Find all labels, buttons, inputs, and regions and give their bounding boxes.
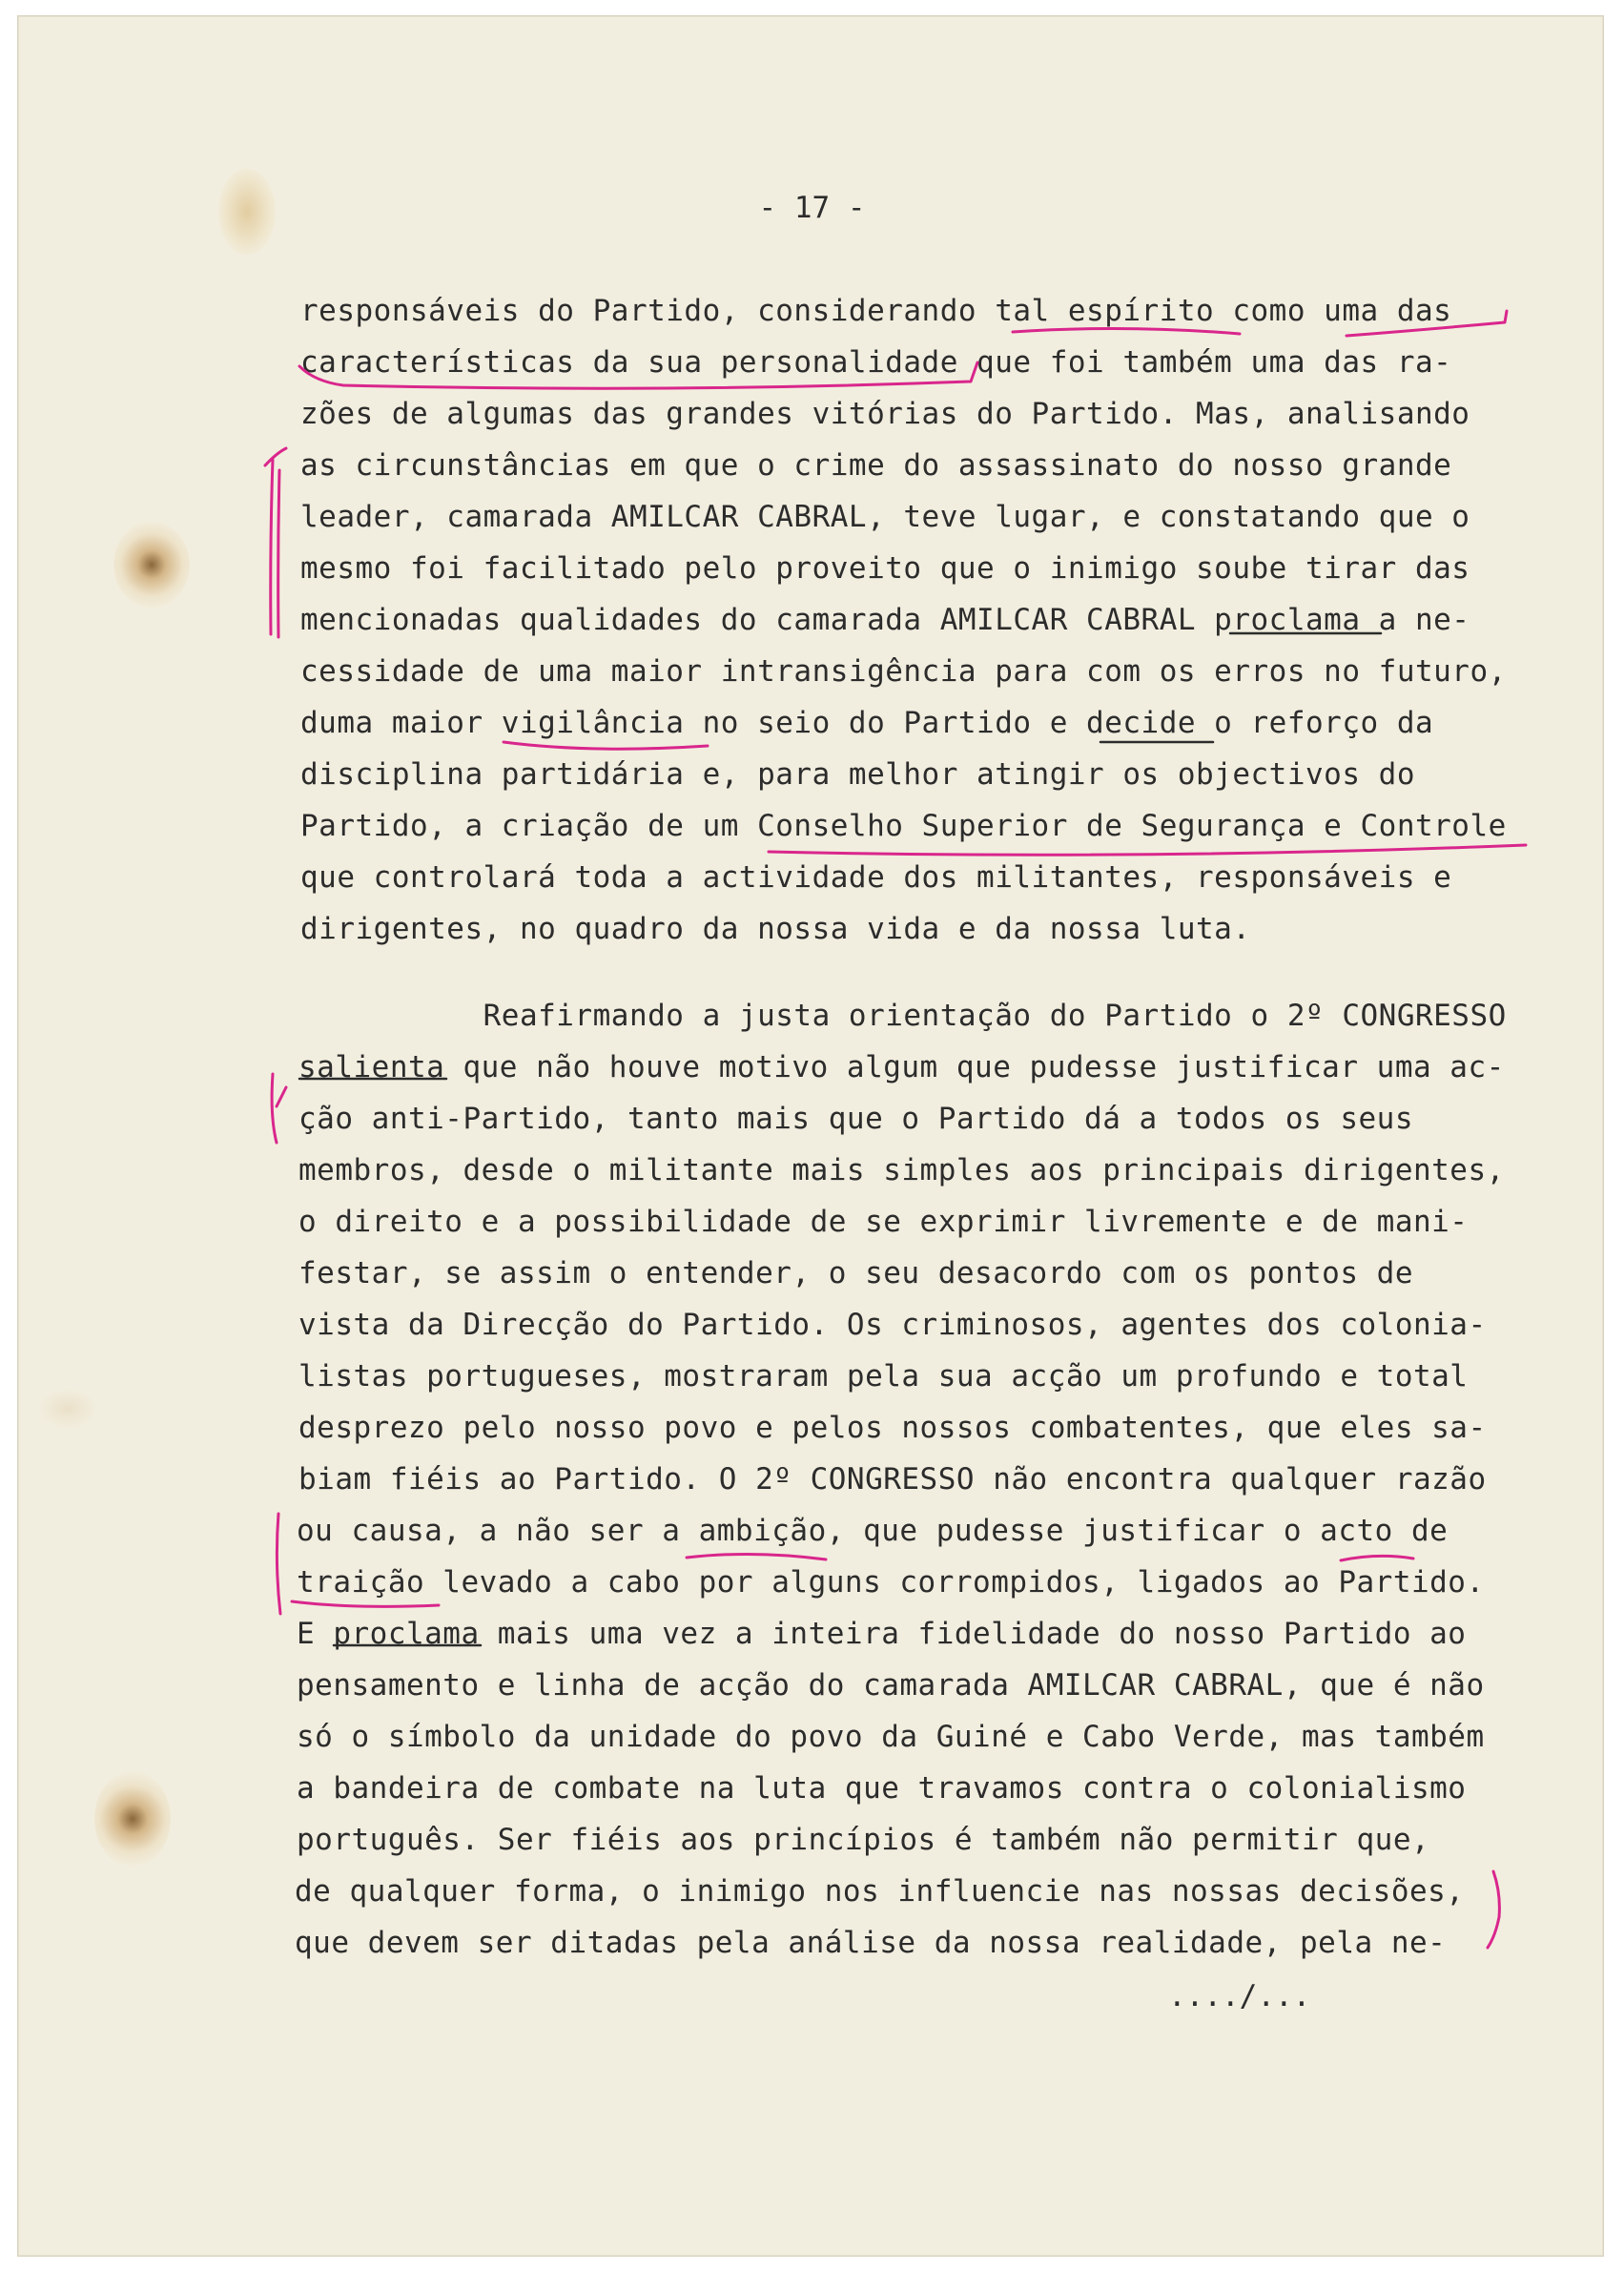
text-line: E proclama mais uma vez a inteira fidelidade do nosso Partido ao bbox=[297, 1617, 1467, 1651]
text-line: zões de algumas das grandes vitórias do Partido. Mas, analisando bbox=[300, 397, 1470, 431]
text-line: mencionadas qualidades do camarada AMILCAR CABRAL proclama a ne- bbox=[300, 603, 1470, 637]
text-line: pensamento e linha de acção do camarada AMILCAR CABRAL, que é não bbox=[297, 1668, 1485, 1703]
text-line: festar, se assim o entender, o seu desacordo com os pontos de bbox=[298, 1256, 1413, 1290]
text-line: Reafirmando a justa orientação do Partido o 2º CONGRESSO bbox=[300, 999, 1507, 1033]
text-line: listas portugueses, mostraram pela sua acção um profundo e total bbox=[298, 1359, 1469, 1394]
stain-mark bbox=[39, 1390, 96, 1428]
text-line: ou causa, a não ser a ambição, que pudesse justificar o acto de bbox=[297, 1514, 1449, 1548]
text-line: português. Ser fiéis aos princípios é também não permitir que, bbox=[297, 1823, 1430, 1857]
text-line: salienta que não houve motivo algum que pudesse justificar uma ac- bbox=[298, 1050, 1505, 1084]
text-line: de qualquer forma, o inimigo nos influencie nas nossas decisões, bbox=[295, 1874, 1465, 1909]
text-line: membros, desde o militante mais simples aos principais dirigentes, bbox=[298, 1153, 1505, 1187]
text-line: cessidade de uma maior intransigência para com os erros no futuro, bbox=[300, 654, 1507, 689]
text-line: biam fiéis ao Partido. O 2º CONGRESSO não encontra qualquer razão bbox=[298, 1462, 1487, 1497]
text-line: leader, camarada AMILCAR CABRAL, teve lugar, e constatando que o bbox=[300, 500, 1470, 534]
text-line: só o símbolo da unidade do povo da Guiné e Cabo Verde, mas também bbox=[297, 1720, 1485, 1754]
continuation-mark: ..../... bbox=[1168, 1979, 1311, 2013]
text-line: Partido, a criação de um Conselho Superior de Segurança e Controle bbox=[300, 809, 1507, 843]
text-line: mesmo foi facilitado pelo proveito que o inimigo soube tirar das bbox=[300, 551, 1470, 586]
text-line: desprezo pelo nosso povo e pelos nossos combatentes, que eles sa- bbox=[298, 1411, 1487, 1445]
text-line: responsáveis do Partido, considerando tal espírito como uma das bbox=[300, 294, 1452, 328]
text-line: o direito e a possibilidade de se exprimir livremente e de mani- bbox=[298, 1205, 1469, 1239]
text-line: que devem ser ditadas pela análise da nossa realidade, pela ne- bbox=[295, 1926, 1447, 1960]
text-line: duma maior vigilância no seio do Partido e decide o reforço da bbox=[300, 706, 1434, 740]
text-line: dirigentes, no quadro da nossa vida e da nossa luta. bbox=[300, 912, 1251, 946]
text-line: a bandeira de combate na luta que travamos contra o colonialismo bbox=[297, 1771, 1467, 1806]
text-line: que controlará toda a actividade dos militantes, responsáveis e bbox=[300, 860, 1452, 895]
text-line: disciplina partidária e, para melhor atingir os objectivos do bbox=[300, 757, 1415, 792]
text-line: as circunstâncias em que o crime do assassinato do nosso grande bbox=[300, 448, 1452, 483]
page-number: - 17 - bbox=[758, 191, 866, 225]
text-line: traição levado a cabo por alguns corrompidos, ligados ao Partido. bbox=[297, 1565, 1485, 1600]
text-line: ção anti-Partido, tanto mais que o Partido dá a todos os seus bbox=[298, 1102, 1413, 1136]
text-line: vista da Direcção do Partido. Os criminosos, agentes dos colonia- bbox=[298, 1308, 1487, 1342]
stain-mark bbox=[94, 1771, 171, 1867]
text-line: características da sua personalidade que foi também uma das ra- bbox=[300, 345, 1452, 380]
stain-mark bbox=[113, 522, 190, 608]
